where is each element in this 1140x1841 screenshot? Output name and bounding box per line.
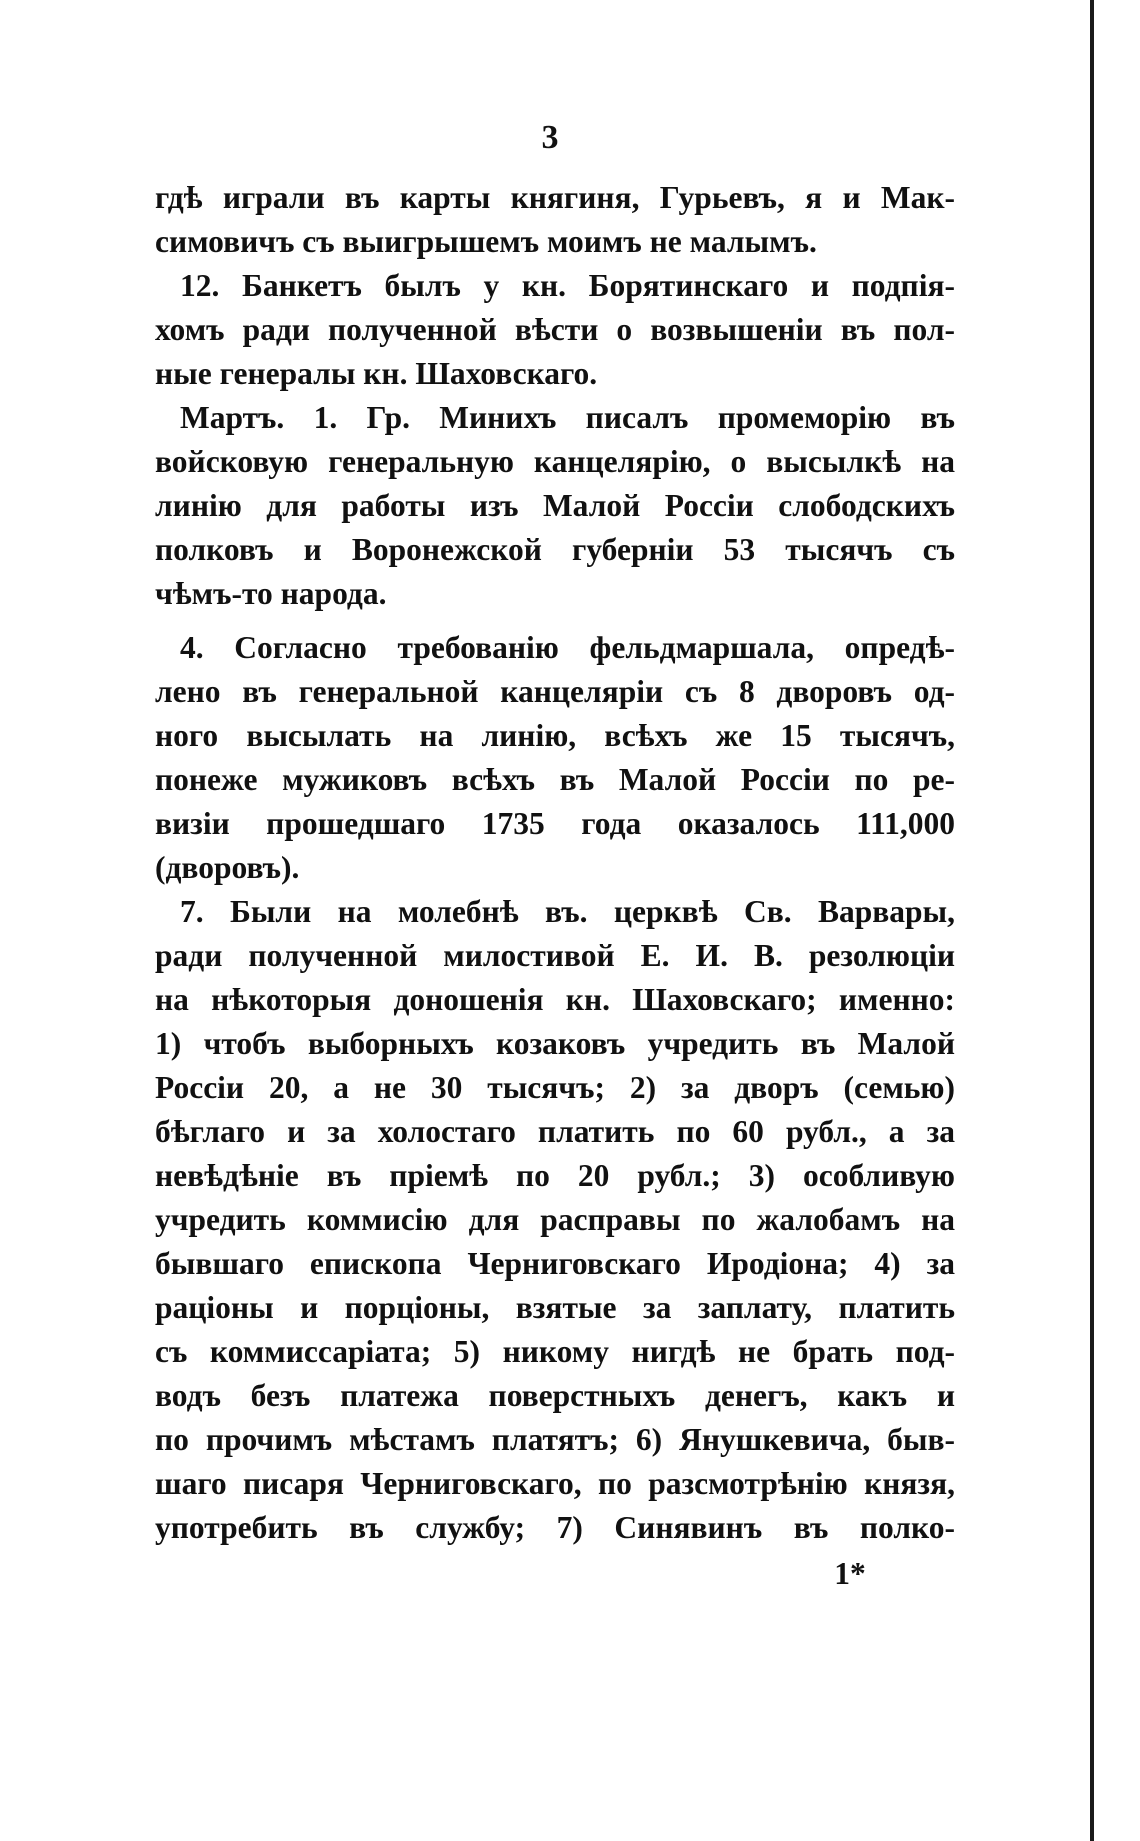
text-line: на нѣкоторыя доношенія кн. Шаховскаго; именно: — [155, 982, 955, 1017]
page-number: 3 — [541, 119, 559, 156]
text-line: гдѣ играли въ карты княгиня, Гурьевъ, я и Мак- — [155, 180, 955, 215]
text-line: употребить въ службу; 7) Синявинъ въ полко- — [155, 1510, 955, 1545]
text-line: чѣмъ-то народа. — [155, 576, 387, 611]
text-line: линію для работы изъ Малой Россіи слободскихъ — [155, 488, 955, 523]
text-line: раціоны и порціоны, взятые за заплату, платить — [155, 1290, 955, 1325]
text-line: симовичъ съ выигрышемъ моимъ не малымъ. — [155, 224, 817, 259]
text-line: по прочимъ мѣстамъ платятъ; 6) Янушкевича, быв- — [155, 1422, 955, 1457]
text-line: визіи прошедшаго 1735 года оказалось 111,000 — [155, 806, 955, 841]
text-line: Мартъ. 1. Гр. Минихъ писалъ промеморію въ — [180, 400, 955, 435]
text-line: понеже мужиковъ всѣхъ въ Малой Россіи по ре- — [155, 762, 955, 797]
text-line: 1) чтобъ выборныхъ козаковъ учредить въ Малой — [155, 1026, 955, 1061]
text-line: бѣглаго и за холостаго платить по 60 рубл., а за — [155, 1114, 955, 1149]
page-edge-rule — [1090, 0, 1094, 1841]
text-line: 4. Согласно требованію фельдмаршала, опредѣ- — [180, 630, 955, 665]
text-line: Россіи 20, а не 30 тысячъ; 2) за дворъ (семью) — [155, 1070, 955, 1105]
text-line: ного высылать на линію, всѣхъ же 15 тысячъ, — [155, 718, 955, 753]
text-line: водъ безъ платежа поверстныхъ денегъ, какъ и — [155, 1378, 955, 1413]
text-line: войсковую генеральную канцелярію, о высылкѣ на — [155, 444, 955, 479]
text-line: съ коммиссаріата; 5) никому нигдѣ не брать под- — [155, 1334, 955, 1369]
text-line: 12. Банкетъ былъ у кн. Борятинскаго и подпія- — [180, 268, 955, 303]
text-line: шаго писаря Черниговскаго, по разсмотрѣнію князя, — [155, 1466, 955, 1501]
text-line: ные генералы кн. Шаховскаго. — [155, 356, 598, 391]
signature-mark: 1* — [834, 1556, 866, 1591]
text-line: лено въ генеральной канцеляріи съ 8 дворовъ од- — [155, 674, 955, 709]
text-line: 7. Были на молебнѣ въ. церквѣ Св. Варвары, — [180, 894, 955, 929]
text-line: бывшаго епископа Черниговскаго Иродіона; 4) за — [155, 1246, 955, 1281]
text-line: (дворовъ). — [155, 850, 300, 885]
text-line: невѣдѣніе въ пріемѣ по 20 рубл.; 3) особливую — [155, 1158, 955, 1193]
text-line: полковъ и Воронежской губерніи 53 тысячъ съ — [155, 532, 955, 567]
text-line: ради полученной милостивой Е. И. В. резолюціи — [155, 938, 955, 973]
text-line: хомъ ради полученной вѣсти о возвышеніи въ пол- — [155, 312, 955, 347]
text-line: учредить коммисію для расправы по жалобамъ на — [155, 1202, 955, 1237]
